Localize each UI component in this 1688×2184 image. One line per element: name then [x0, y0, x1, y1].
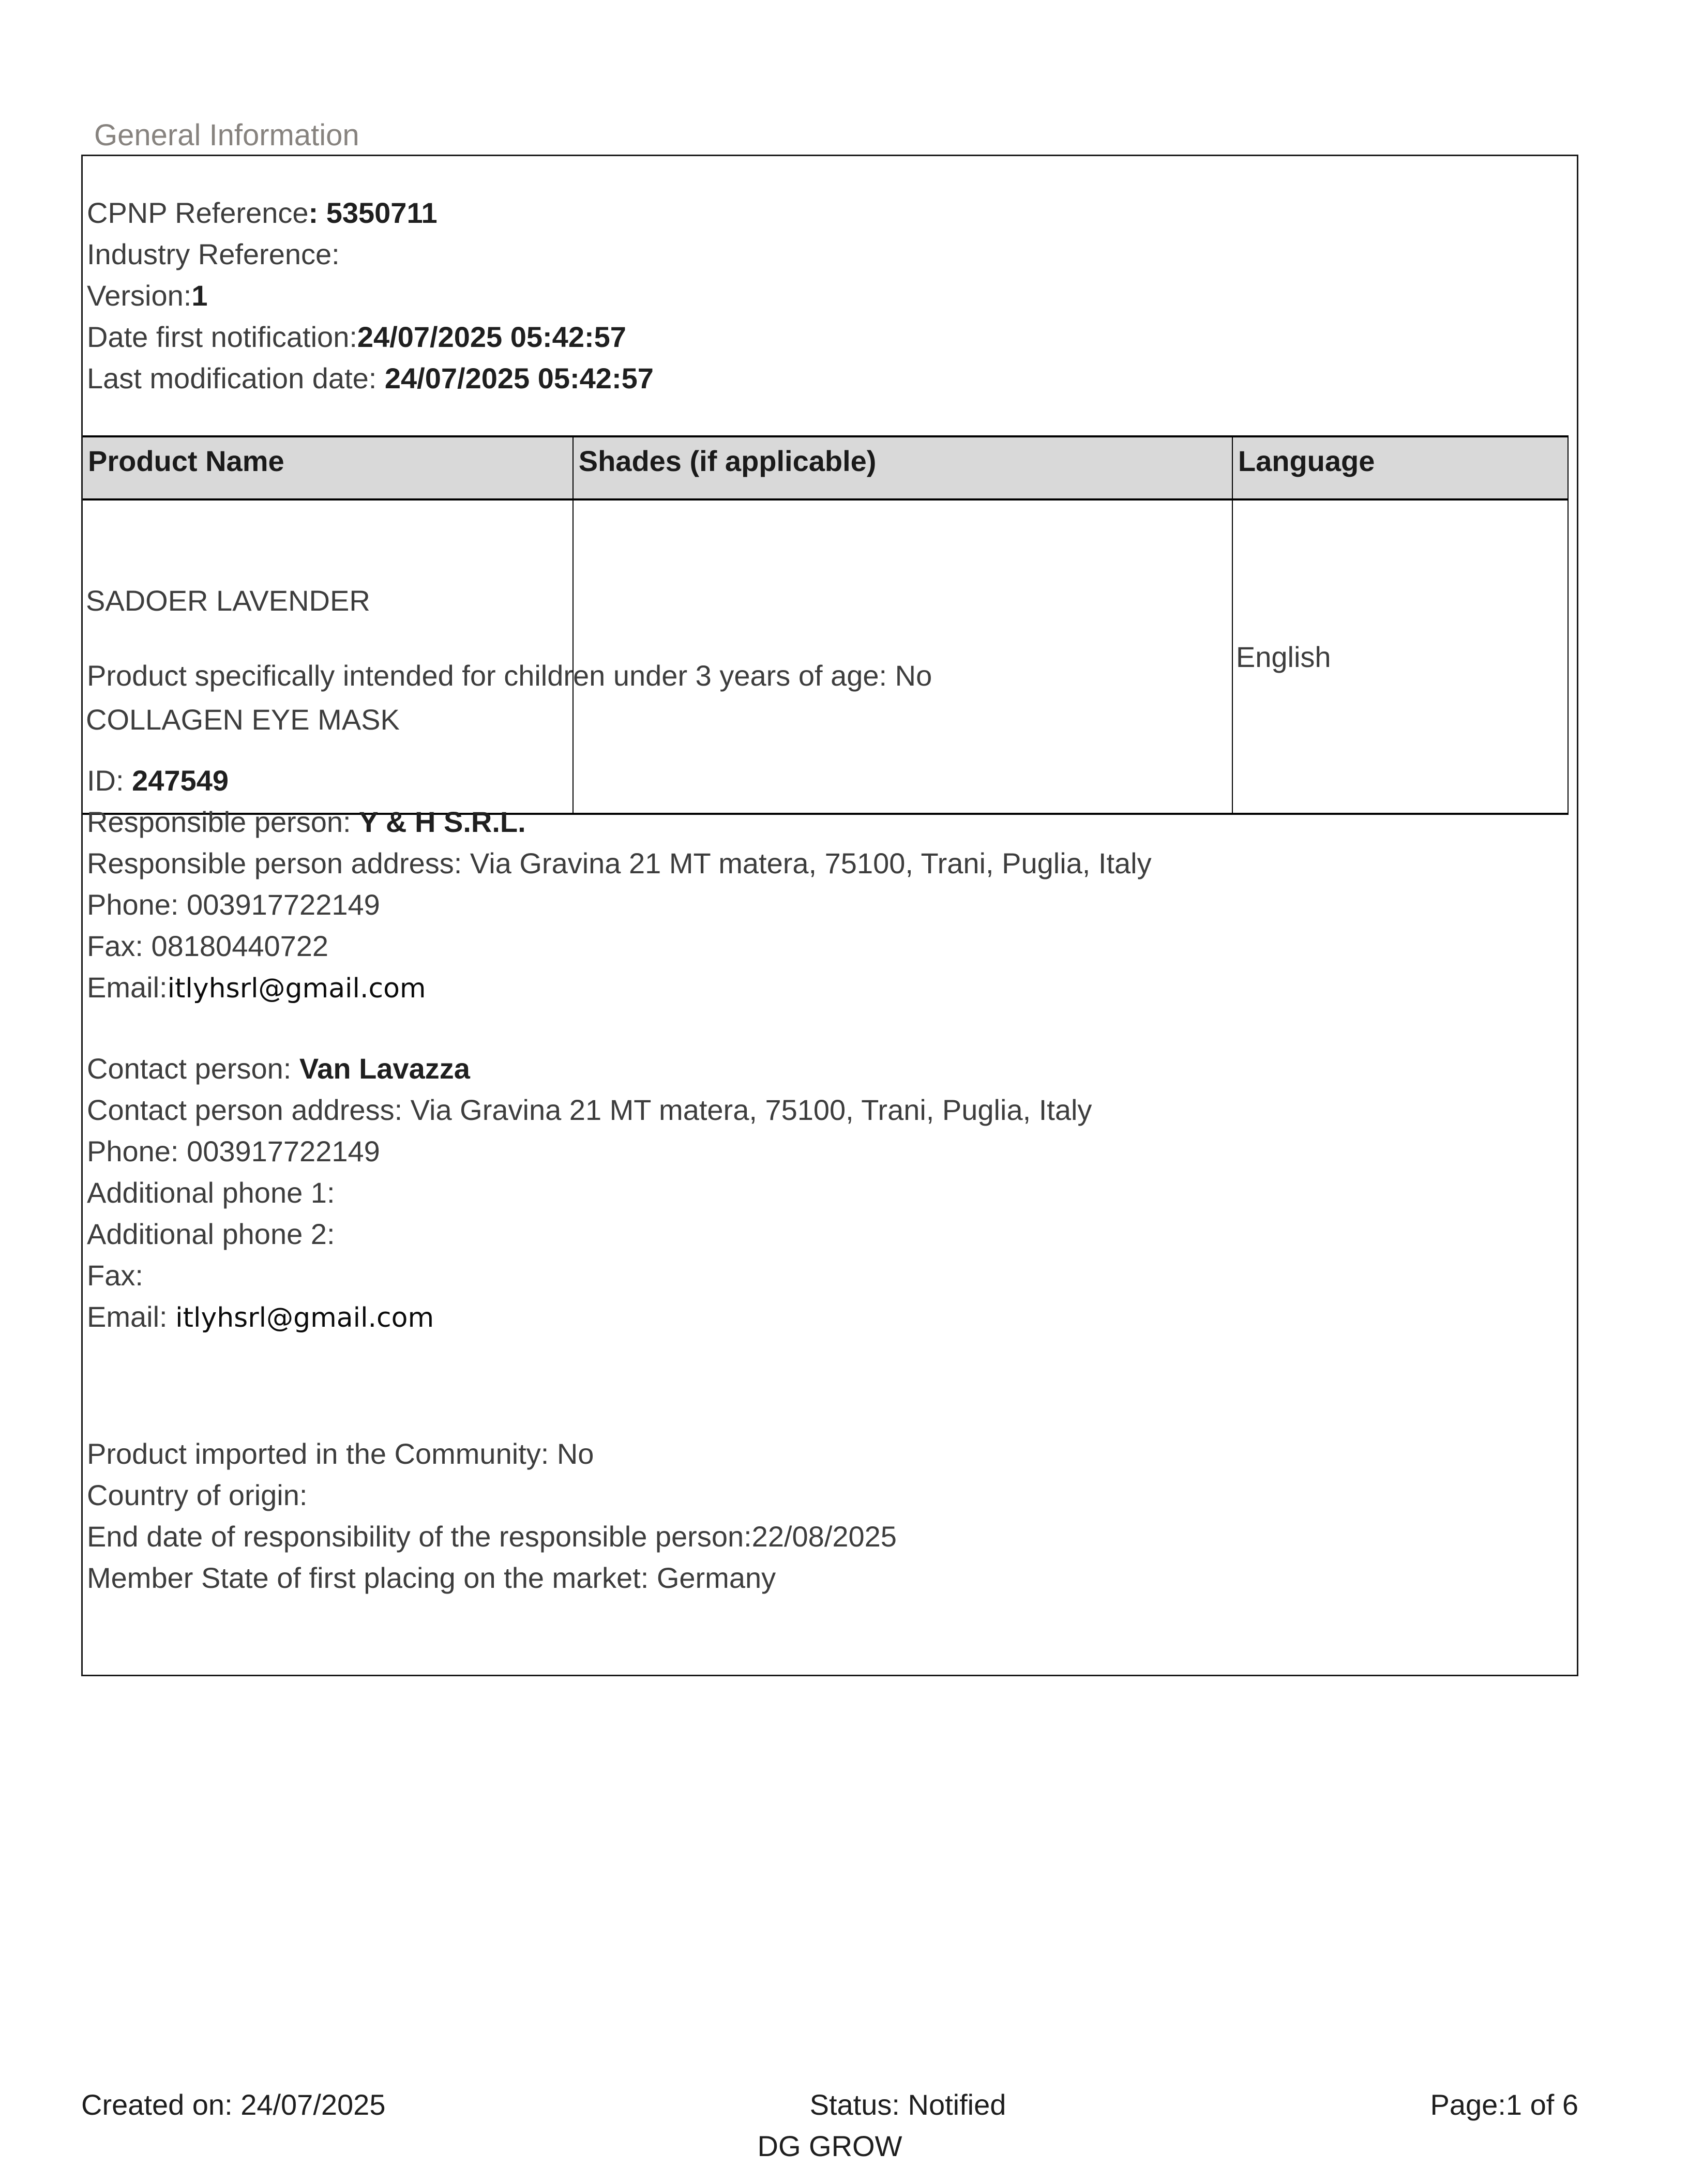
- footer-row: [81, 2084, 1578, 2126]
- product-name-line2: COLLAGEN EYE MASK: [86, 703, 400, 736]
- page-footer: [81, 2084, 1578, 2167]
- footer-created-on: Created on: 24/07/2025: [81, 2088, 386, 2121]
- field-label: Phone: 003917722149: [87, 1135, 380, 1167]
- meta-label: CPNP Reference: [87, 196, 309, 229]
- contact-line-person: [87, 1048, 1566, 1089]
- contact-email-value: itlyhsrl@gmail.com: [175, 1302, 434, 1333]
- field-label: Contact person:: [87, 1052, 299, 1085]
- contact-line-fax: [87, 1255, 1566, 1296]
- field-label: Fax: 08180440722: [87, 930, 329, 962]
- header-product-name: Product Name: [83, 436, 573, 499]
- footer-page-number: Page:1 of 6: [1430, 2088, 1578, 2121]
- contact-line-email: [87, 1296, 1566, 1339]
- responsible-line-fax: [87, 926, 1566, 967]
- field-label: Additional phone 1:: [87, 1176, 335, 1209]
- responsible-email-value: itlyhsrl@gmail.com: [167, 973, 426, 1004]
- contact-line-additional-phone-2: [87, 1214, 1566, 1255]
- meta-value: 1: [191, 279, 208, 312]
- field-label: Fax:: [87, 1259, 143, 1292]
- product-name-line1: SADOER LAVENDER: [86, 584, 370, 617]
- import-line-member-state: [87, 1557, 1566, 1599]
- meta-line-industry-reference: [87, 234, 1566, 275]
- responsible-person-block: [87, 760, 1566, 1009]
- meta-value: : 5350711: [308, 196, 438, 229]
- language-cell: English: [1232, 499, 1568, 814]
- footer-org: DG GROW: [757, 2130, 902, 2162]
- contact-line-phone: [87, 1131, 1566, 1172]
- field-label: Responsible person address: Via Gravina 21 MT matera, 75100, Trani, Puglia, Italy: [87, 847, 1152, 879]
- contact-person-block: [87, 1048, 1566, 1339]
- children-statement-line: Product specifically intended for children under 3 years of age: No: [87, 659, 932, 692]
- responsible-line-address: [87, 843, 1566, 884]
- meta-block: [87, 192, 1566, 399]
- meta-label: Last modification date:: [87, 362, 385, 395]
- meta-value: 24/07/2025 05:42:57: [357, 321, 626, 353]
- responsible-line-id: [87, 760, 1566, 801]
- field-label: End date of responsibility of the responsible person:22/08/2025: [87, 1520, 897, 1553]
- contact-line-additional-phone-1: [87, 1172, 1566, 1214]
- meta-line-date-first-notification: [87, 316, 1566, 358]
- field-label: ID:: [87, 764, 132, 797]
- meta-label: Version:: [87, 279, 192, 312]
- field-value: Y & H S.R.L.: [359, 806, 526, 838]
- product-table-header-row: [83, 436, 1568, 499]
- responsible-line-phone: [87, 884, 1566, 926]
- contact-line-address: [87, 1089, 1566, 1131]
- meta-value: 24/07/2025 05:42:57: [384, 362, 654, 395]
- responsible-line-person: [87, 801, 1566, 843]
- product-table: [83, 435, 1569, 815]
- header-language: Language: [1232, 436, 1568, 499]
- import-line-country-origin: [87, 1475, 1566, 1516]
- footer-status: Status: Notified: [809, 2088, 1006, 2121]
- meta-line-last-modification: [87, 358, 1566, 399]
- import-info-block: [87, 1433, 1566, 1599]
- field-label: Email:: [87, 971, 168, 1004]
- meta-label: Industry Reference:: [87, 238, 340, 270]
- field-label: Product imported in the Community: No: [87, 1437, 594, 1470]
- field-label: Responsible person:: [87, 806, 359, 838]
- header-shades: Shades (if applicable): [573, 436, 1232, 499]
- general-info-box: [81, 155, 1578, 1676]
- import-line-community: [87, 1433, 1566, 1475]
- meta-line-version: [87, 275, 1566, 316]
- responsible-line-email: [87, 967, 1566, 1009]
- field-label: Contact person address: Via Gravina 21 MT matera, 75100, Trani, Puglia, Italy: [87, 1094, 1092, 1126]
- field-value: 247549: [132, 764, 229, 797]
- field-label: Email:: [87, 1300, 176, 1333]
- field-label: Member State of first placing on the market: Germany: [87, 1561, 776, 1594]
- meta-line-cpnp-reference: [87, 192, 1566, 234]
- field-value: Van Lavazza: [299, 1052, 470, 1085]
- meta-label: Date first notification:: [87, 321, 357, 353]
- import-line-end-date: [87, 1516, 1566, 1557]
- field-label: Phone: 003917722149: [87, 888, 380, 921]
- field-label: Additional phone 2:: [87, 1218, 335, 1250]
- page-title: General Information: [94, 118, 359, 152]
- field-label: Country of origin:: [87, 1479, 308, 1511]
